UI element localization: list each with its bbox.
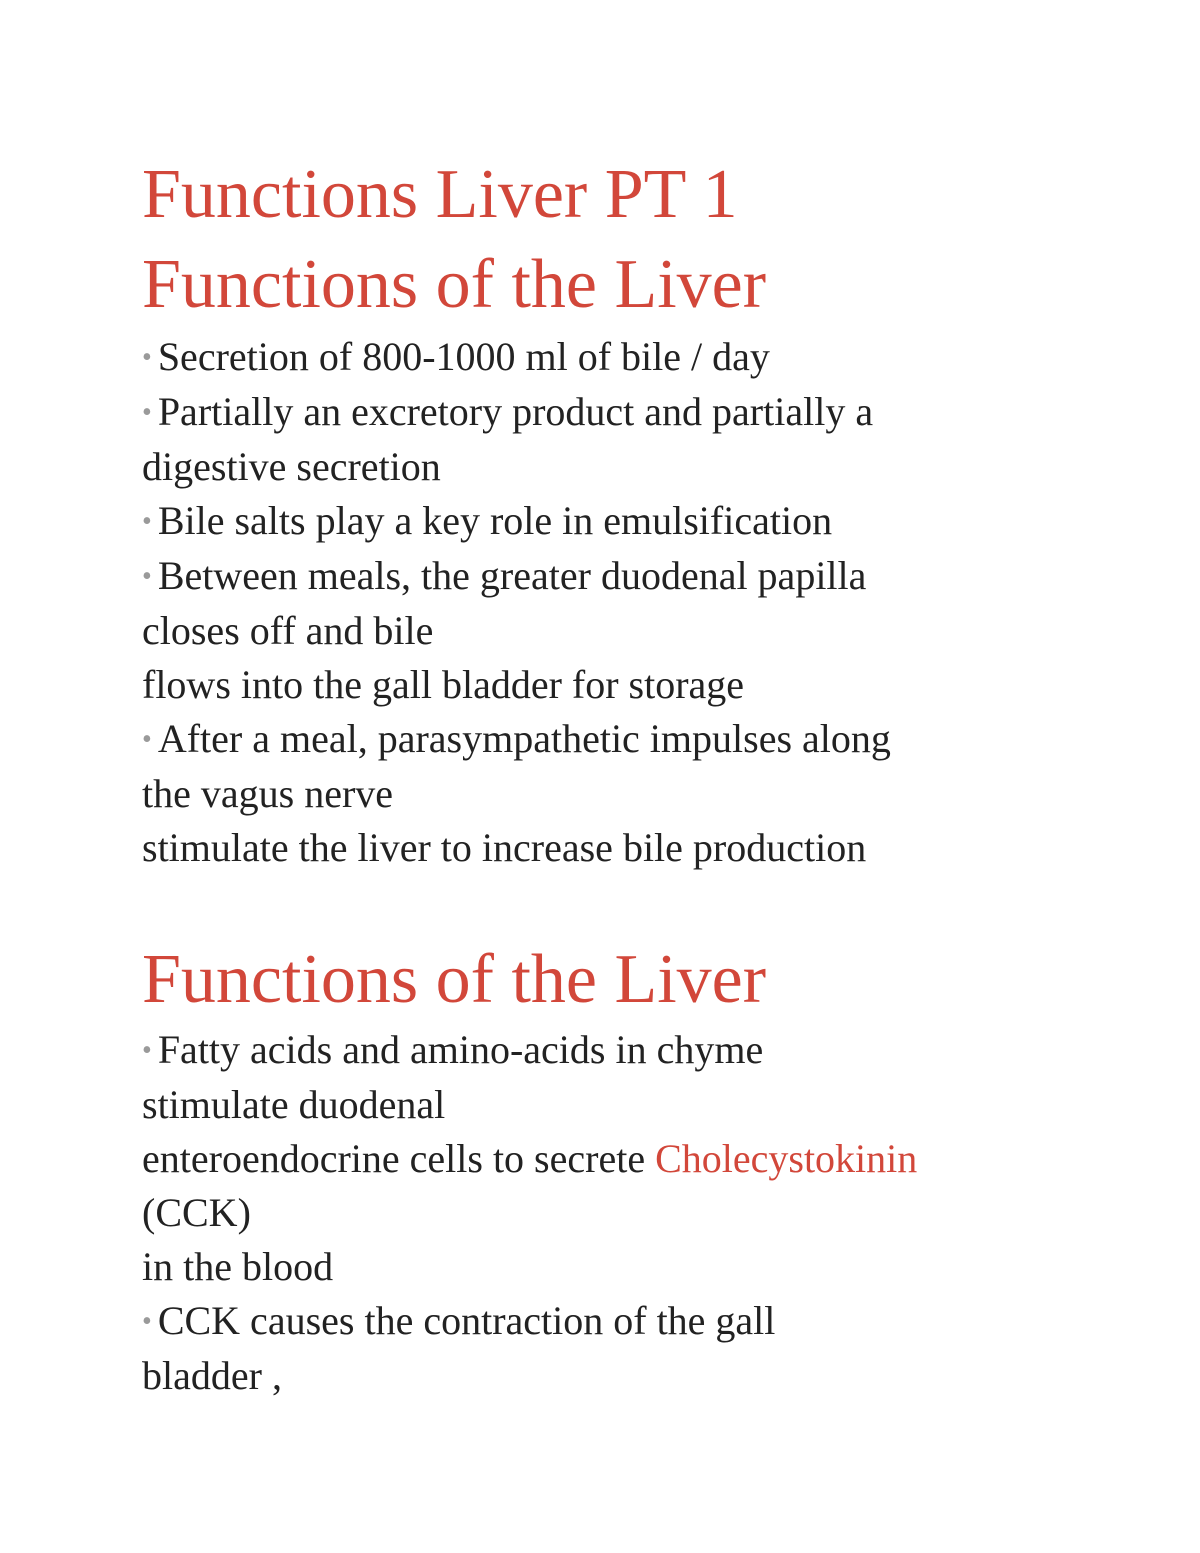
line-text: in the blood	[142, 1244, 334, 1289]
line-text: flows into the gall bladder for storage	[142, 662, 745, 707]
line-text: After a meal, parasympathetic impulses along	[157, 716, 891, 761]
list-item	[142, 330, 1142, 385]
list-item-continuation	[142, 440, 1142, 494]
list-item-continuation	[142, 1078, 1142, 1132]
list-item-continuation	[142, 1186, 1142, 1240]
list-item	[142, 1023, 1142, 1078]
line-text: stimulate the liver to increase bile production	[142, 825, 867, 870]
line-text: stimulate duodenal	[142, 1082, 446, 1127]
line-text: Secretion of 800-1000 ml of bile / day	[157, 334, 770, 379]
line-text: the vagus nerve	[142, 771, 394, 816]
list-item-continuation	[142, 658, 1142, 712]
line-text: digestive secretion	[142, 444, 441, 489]
line-text: enteroendocrine cells to secrete	[142, 1136, 656, 1181]
section-1-body	[142, 330, 1142, 875]
list-item	[142, 385, 1142, 440]
bullet-icon: •	[142, 397, 152, 428]
list-item	[142, 712, 1142, 767]
line-text: Fatty acids and amino-acids in chyme	[157, 1027, 764, 1072]
list-item	[142, 1294, 1142, 1349]
highlighted-term: Cholecystokinin	[655, 1136, 918, 1181]
line-text: Between meals, the greater duodenal papilla	[157, 553, 867, 598]
line-text: Partially an excretory product and partially a	[157, 389, 874, 434]
spacer	[142, 875, 1142, 929]
section-heading: Functions of the Liver	[142, 246, 767, 323]
list-item-continuation	[142, 821, 1142, 875]
list-item	[142, 549, 1142, 604]
bullet-icon: •	[142, 724, 152, 755]
list-item-continuation	[142, 1240, 1142, 1294]
page-title: Functions Liver PT 1	[142, 156, 738, 233]
list-item-continuation	[142, 1132, 1142, 1186]
list-item-continuation	[142, 1349, 1142, 1403]
list-item-continuation	[142, 767, 1142, 821]
section-heading: Functions of the Liver	[142, 941, 767, 1018]
line-text: Bile salts play a key role in emulsification	[157, 498, 833, 543]
line-text: CCK causes the contraction of the gall	[157, 1298, 776, 1343]
bullet-icon: •	[142, 1306, 152, 1337]
line-text: bladder ,	[142, 1353, 282, 1398]
line-text: closes off and bile	[142, 608, 434, 653]
document-page	[142, 150, 1142, 1403]
bullet-icon: •	[142, 342, 152, 373]
list-item-continuation	[142, 604, 1142, 658]
bullet-icon: •	[142, 561, 152, 592]
bullet-icon: •	[142, 1035, 152, 1066]
section-2-body	[142, 1023, 1142, 1403]
list-item	[142, 494, 1142, 549]
line-text: (CCK)	[142, 1190, 251, 1235]
bullet-icon: •	[142, 506, 152, 537]
